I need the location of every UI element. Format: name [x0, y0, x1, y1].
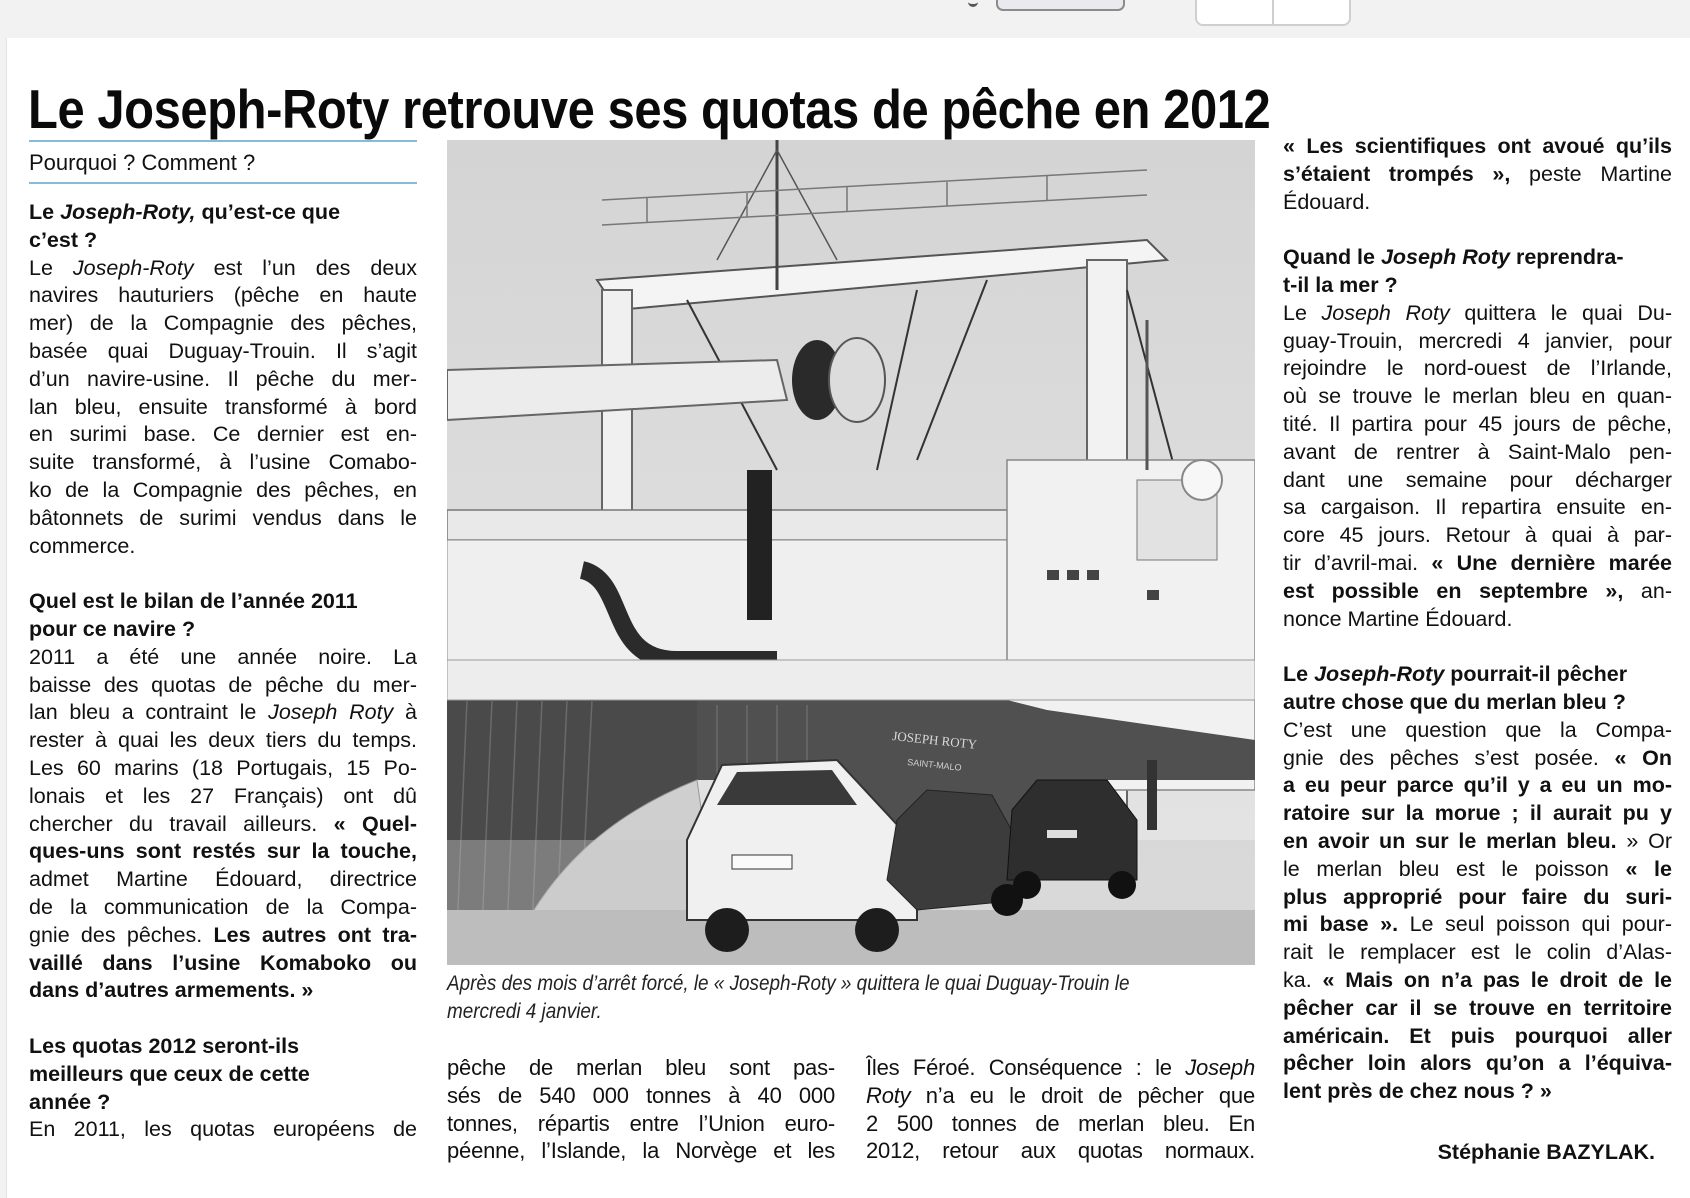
body-text-line	[29, 672, 417, 700]
paragraph-gap	[29, 1005, 417, 1033]
body-text-line	[1283, 189, 1672, 217]
text-run: En 2011, les quotas européens de	[29, 1117, 417, 1142]
hull-name-lettering: JOSEPH ROTY	[891, 728, 978, 752]
bold-text-run: Les quotas 2012 seront-ils	[29, 1033, 300, 1058]
text-run: 2 500 tonnes de merlan bleu. En	[866, 1110, 1255, 1136]
standing-person	[1147, 760, 1157, 830]
body-text-line	[1283, 995, 1672, 1023]
paragraph-gap	[1283, 633, 1672, 661]
text-run: lan bleu a contraint le	[29, 700, 269, 725]
body-text-line	[447, 1137, 835, 1165]
body-text-line	[29, 644, 417, 672]
italic-text-run: Joseph Roty	[1321, 300, 1450, 325]
text-run: rester à quai les deux tiers du temps.	[29, 728, 417, 753]
body-text-line	[29, 811, 417, 839]
text-run: admet Martine Édouard, directrice	[29, 867, 417, 892]
body-text-line	[29, 477, 417, 505]
bold-text-run: t-il la mer ?	[1283, 272, 1398, 297]
bold-text-run: année ?	[29, 1089, 111, 1114]
text-run: d’un navire-usine. Il pêche du mer-	[29, 366, 417, 391]
text-run: dant une semaine pour décharger	[1283, 467, 1672, 492]
author-byline: Stéphanie BAZYLAK.	[1437, 1140, 1655, 1164]
text-run: ka.	[1283, 967, 1323, 992]
text-run: à	[393, 700, 417, 725]
text-run: Le	[1283, 300, 1322, 325]
text-run: bâtonnets de surimi vendus dans le	[29, 505, 417, 530]
body-text-line	[447, 1110, 835, 1138]
text-run: Îles Féroé. Conséquence : le	[866, 1055, 1186, 1080]
text-run: guay-Trouin, mercredi 4 janvier, pour	[1283, 328, 1672, 353]
body-text-line	[1283, 1023, 1672, 1051]
bold-text-run: « Les scientifiques ont avoué qu’ils	[1283, 134, 1672, 158]
bold-text-run: Le	[29, 200, 61, 224]
bold-text-run: en avoir un sur le merlan bleu.	[1283, 828, 1617, 853]
page-number-input[interactable]	[996, 0, 1125, 11]
text-run: sa cargaison. Il repartira ensuite en-	[1283, 495, 1672, 520]
body-text-line	[29, 310, 417, 338]
text-run: de la communication de la Compa-	[29, 894, 417, 919]
body-text-line	[29, 394, 417, 422]
zoom-in-button[interactable]	[1272, 0, 1349, 24]
bold-text-run: « On	[1614, 745, 1672, 770]
body-text-line	[1283, 772, 1672, 800]
text-run: sés de 540 000 tonnes à 40 000	[447, 1082, 835, 1108]
body-text-line	[29, 366, 417, 394]
body-text-line	[866, 1110, 1255, 1138]
text-run: Le	[29, 255, 73, 280]
italic-text-run: Joseph-Roty	[72, 255, 194, 280]
body-text-line	[447, 1054, 835, 1082]
italic-text-run: Joseph	[1185, 1055, 1255, 1080]
bold-text-run: plus approprié pour faire du suri-	[1283, 884, 1672, 909]
text-run: core 45 jours. Retour à quai à par-	[1283, 523, 1672, 548]
text-run: mer) de la Compagnie des pêches,	[29, 311, 417, 336]
text-run: est l’un des deux	[193, 255, 417, 280]
bold-text-run: Quel est le bilan de l’année 2011	[29, 589, 358, 614]
body-text-line	[29, 449, 417, 477]
bold-text-run: pour ce navire ?	[29, 616, 196, 641]
trawler-photo-illustration	[447, 140, 1255, 965]
body-text-line	[1283, 745, 1672, 773]
bold-text-run: meilleurs que ceux de cette	[29, 1061, 310, 1086]
text-run: tonnes, répartis entre l’Union euro-	[447, 1110, 835, 1136]
body-text-line	[1283, 161, 1672, 189]
body-text-line	[1283, 578, 1672, 606]
body-text-line	[1283, 800, 1672, 828]
text-run: C’est une question que la Compa-	[1283, 717, 1672, 742]
body-text-line	[1283, 300, 1672, 328]
body-text-line	[1283, 355, 1672, 383]
body-text-line	[1283, 1050, 1672, 1078]
text-run: chercher du travail ailleurs.	[29, 811, 334, 836]
bold-text-run: pêcher loin alors qu’on a l’équiva-	[1283, 1051, 1672, 1076]
photo-caption	[447, 970, 1255, 1026]
text-run: tité. Il partira pour 45 jours de pêche,	[1283, 411, 1672, 436]
body-text-line	[29, 866, 417, 894]
body-text-line	[29, 950, 417, 978]
body-text-line	[1283, 522, 1672, 550]
body-text-line	[29, 894, 417, 922]
text-run: où se trouve le merlan bleu en quan-	[1283, 384, 1672, 409]
text-run: peste Martine	[1510, 161, 1672, 186]
text-run: en surimi base. Ce dernier est en-	[29, 422, 417, 447]
caption-line: Après des mois d’arrêt forcé, le « Joseph-Roty » quittera le quai Duguay-Trouin le	[447, 972, 1130, 995]
body-text-line	[29, 727, 417, 755]
paragraph-gap	[29, 560, 417, 588]
bold-text-run: Le	[1283, 662, 1315, 687]
text-run: ko de la Compagnie des pêches, en	[29, 477, 417, 502]
italic-text-run: Joseph Roty	[1380, 245, 1510, 270]
text-run: an-	[1623, 578, 1672, 603]
bold-text-run: ques-uns sont restés sur la touche,	[29, 839, 417, 864]
text-run: Les 60 marins (18 Portugais, 15 Po-	[29, 755, 417, 780]
body-text-line	[29, 505, 417, 533]
hull-port-lettering: SAINT-MALO	[906, 757, 963, 773]
section-heading-line	[29, 1089, 417, 1117]
text-run: gnie des pêches.	[29, 922, 214, 947]
page-label-fragment	[962, 0, 984, 6]
section-heading-line	[29, 199, 417, 227]
bold-text-run: s’étaient trompés »,	[1283, 161, 1511, 186]
article-title: Le Joseph-Roty retrouve ses quotas de pêche en 2012	[28, 77, 1271, 140]
bold-text-run: est possible en septembre »,	[1283, 578, 1624, 603]
bold-text-run: mi base ».	[1283, 912, 1399, 937]
text-run: 2011 a été une année noire. La	[29, 644, 417, 669]
text-run: tir d’avril-mai.	[1283, 550, 1432, 575]
bold-text-run: autre chose que du merlan bleu ?	[1283, 689, 1626, 714]
text-run: le merlan bleu est le poisson	[1283, 856, 1626, 881]
bold-text-run: lent près de chez nous ? »	[1283, 1079, 1552, 1104]
text-run: rejoindre le nord-ouest de l’Irlande,	[1283, 356, 1672, 381]
text-run: suite transformé, à l’usine Comabo-	[29, 450, 417, 475]
body-text-line	[1283, 939, 1672, 967]
body-text-line	[29, 533, 417, 561]
bold-text-run: Les autres ont tra-	[213, 922, 417, 947]
middle-column-a	[447, 1054, 835, 1165]
section-heading-line	[1283, 689, 1672, 717]
bold-text-run: « le	[1625, 856, 1672, 881]
body-text-line	[29, 699, 417, 727]
section-heading-line	[1283, 272, 1672, 300]
text-run: lan bleu, ensuite transformé à bord	[29, 394, 417, 419]
body-text-line	[1283, 328, 1672, 356]
body-text-line	[1283, 911, 1672, 939]
text-run: quittera le quai Du-	[1449, 300, 1672, 325]
text-run: avant de rentrer à Saint-Malo pen-	[1283, 439, 1672, 464]
body-text-line	[29, 838, 417, 866]
section-heading-line	[29, 1033, 417, 1061]
body-text-line	[29, 255, 417, 283]
bold-text-run: reprendra-	[1510, 245, 1624, 270]
italic-text-run: Joseph-Roty	[1314, 662, 1445, 687]
section-heading-line	[29, 227, 417, 255]
body-text-line	[29, 338, 417, 366]
body-text-line	[1283, 967, 1672, 995]
bold-text-run: Quand le	[1283, 245, 1381, 270]
text-run: navires hauturiers (pêche en haute	[29, 283, 417, 308]
text-run: Édouard.	[1283, 189, 1371, 214]
text-run: Le seul poisson qui pour-	[1398, 912, 1672, 937]
body-text-line	[1283, 439, 1672, 467]
text-run: n’a eu le droit de pêcher que	[910, 1082, 1255, 1108]
body-text-line	[1283, 884, 1672, 912]
bold-text-run: a eu peur parce qu’il y a eu un mo-	[1283, 773, 1672, 798]
text-run: » Or	[1616, 828, 1672, 853]
bold-text-run: c’est ?	[29, 227, 98, 252]
text-run: baisse des quotas de pêche du mer-	[29, 672, 417, 697]
text-run: pêche de merlan bleu sont pas-	[447, 1055, 835, 1080]
bold-text-run: « Mais on n’a pas le droit de le	[1322, 967, 1672, 992]
body-text-line	[866, 1054, 1255, 1082]
rubric-label: Pourquoi ? Comment ?	[29, 150, 256, 175]
section-heading-line	[29, 588, 417, 616]
section-heading-line	[29, 1061, 417, 1089]
bold-text-run: dans d’autres armements. »	[29, 978, 314, 1003]
bold-text-run: pêcher car il se trouve en territoire	[1283, 995, 1672, 1020]
bold-text-run: qu’est-ce que	[195, 200, 341, 224]
text-run: rait le remplacer est le colin d’Alas-	[1283, 940, 1672, 965]
body-text-line	[29, 282, 417, 310]
body-text-line	[1283, 467, 1672, 495]
zoom-button-group	[1195, 0, 1351, 26]
bold-text-run: « Une dernière marée	[1431, 550, 1672, 575]
text-run: nonce Martine Édouard.	[1283, 606, 1513, 631]
text-run: péenne, l’Islande, la Norvège et les	[447, 1138, 835, 1164]
body-text-line	[1283, 550, 1672, 578]
body-text-line	[866, 1137, 1255, 1165]
bold-text-run: pourrait-il pêcher	[1444, 662, 1628, 687]
bold-text-run: « Quel-	[333, 811, 417, 836]
body-text-line	[1283, 383, 1672, 411]
section-heading-line	[1283, 661, 1672, 689]
body-text-line	[1283, 1078, 1672, 1106]
bold-text-run: ratoire sur la morue ; il aurait pu y	[1283, 801, 1672, 826]
body-text-line	[1283, 133, 1672, 161]
section-heading-line	[29, 616, 417, 644]
body-text-line	[1283, 411, 1672, 439]
viewer-toolbar	[0, 0, 1690, 38]
body-text-line	[29, 1116, 417, 1144]
bold-text-run: vaillé dans l’usine Komaboko ou	[29, 950, 417, 975]
italic-text-run: Joseph-Roty,	[60, 200, 196, 224]
italic-text-run: Roty	[866, 1082, 911, 1108]
left-column	[29, 199, 417, 1144]
body-text-line	[866, 1082, 1255, 1110]
body-text-line	[1283, 717, 1672, 745]
caption-line: mercredi 4 janvier.	[447, 1000, 602, 1023]
body-text-line	[29, 755, 417, 783]
ship-photo	[447, 140, 1255, 965]
right-column	[1283, 133, 1672, 1106]
body-text-line	[1283, 856, 1672, 884]
section-heading-line	[1283, 244, 1672, 272]
body-text-line	[29, 421, 417, 449]
body-text-line	[1283, 828, 1672, 856]
text-run: lonais et les 27 Français) ont dû	[29, 783, 417, 808]
text-run: commerce.	[29, 533, 136, 558]
text-run: 2012, retour aux quotas normaux.	[866, 1138, 1255, 1164]
body-text-line	[29, 922, 417, 950]
body-text-line	[29, 783, 417, 811]
bold-text-run: américain. Et puis pourquoi aller	[1283, 1023, 1672, 1048]
zoom-out-button[interactable]	[1197, 0, 1272, 24]
body-text-line	[29, 977, 417, 1005]
body-text-line	[1283, 494, 1672, 522]
text-run: gnie des pêches s’est posée.	[1283, 745, 1615, 770]
rubric-banner	[29, 140, 417, 184]
paragraph-gap	[1283, 216, 1672, 244]
body-text-line	[447, 1082, 835, 1110]
text-run: basée quai Duguay-Trouin. Il s’agit	[29, 338, 417, 363]
italic-text-run: Joseph Roty	[268, 700, 394, 725]
body-text-line	[1283, 606, 1672, 634]
middle-column-b	[866, 1054, 1255, 1165]
